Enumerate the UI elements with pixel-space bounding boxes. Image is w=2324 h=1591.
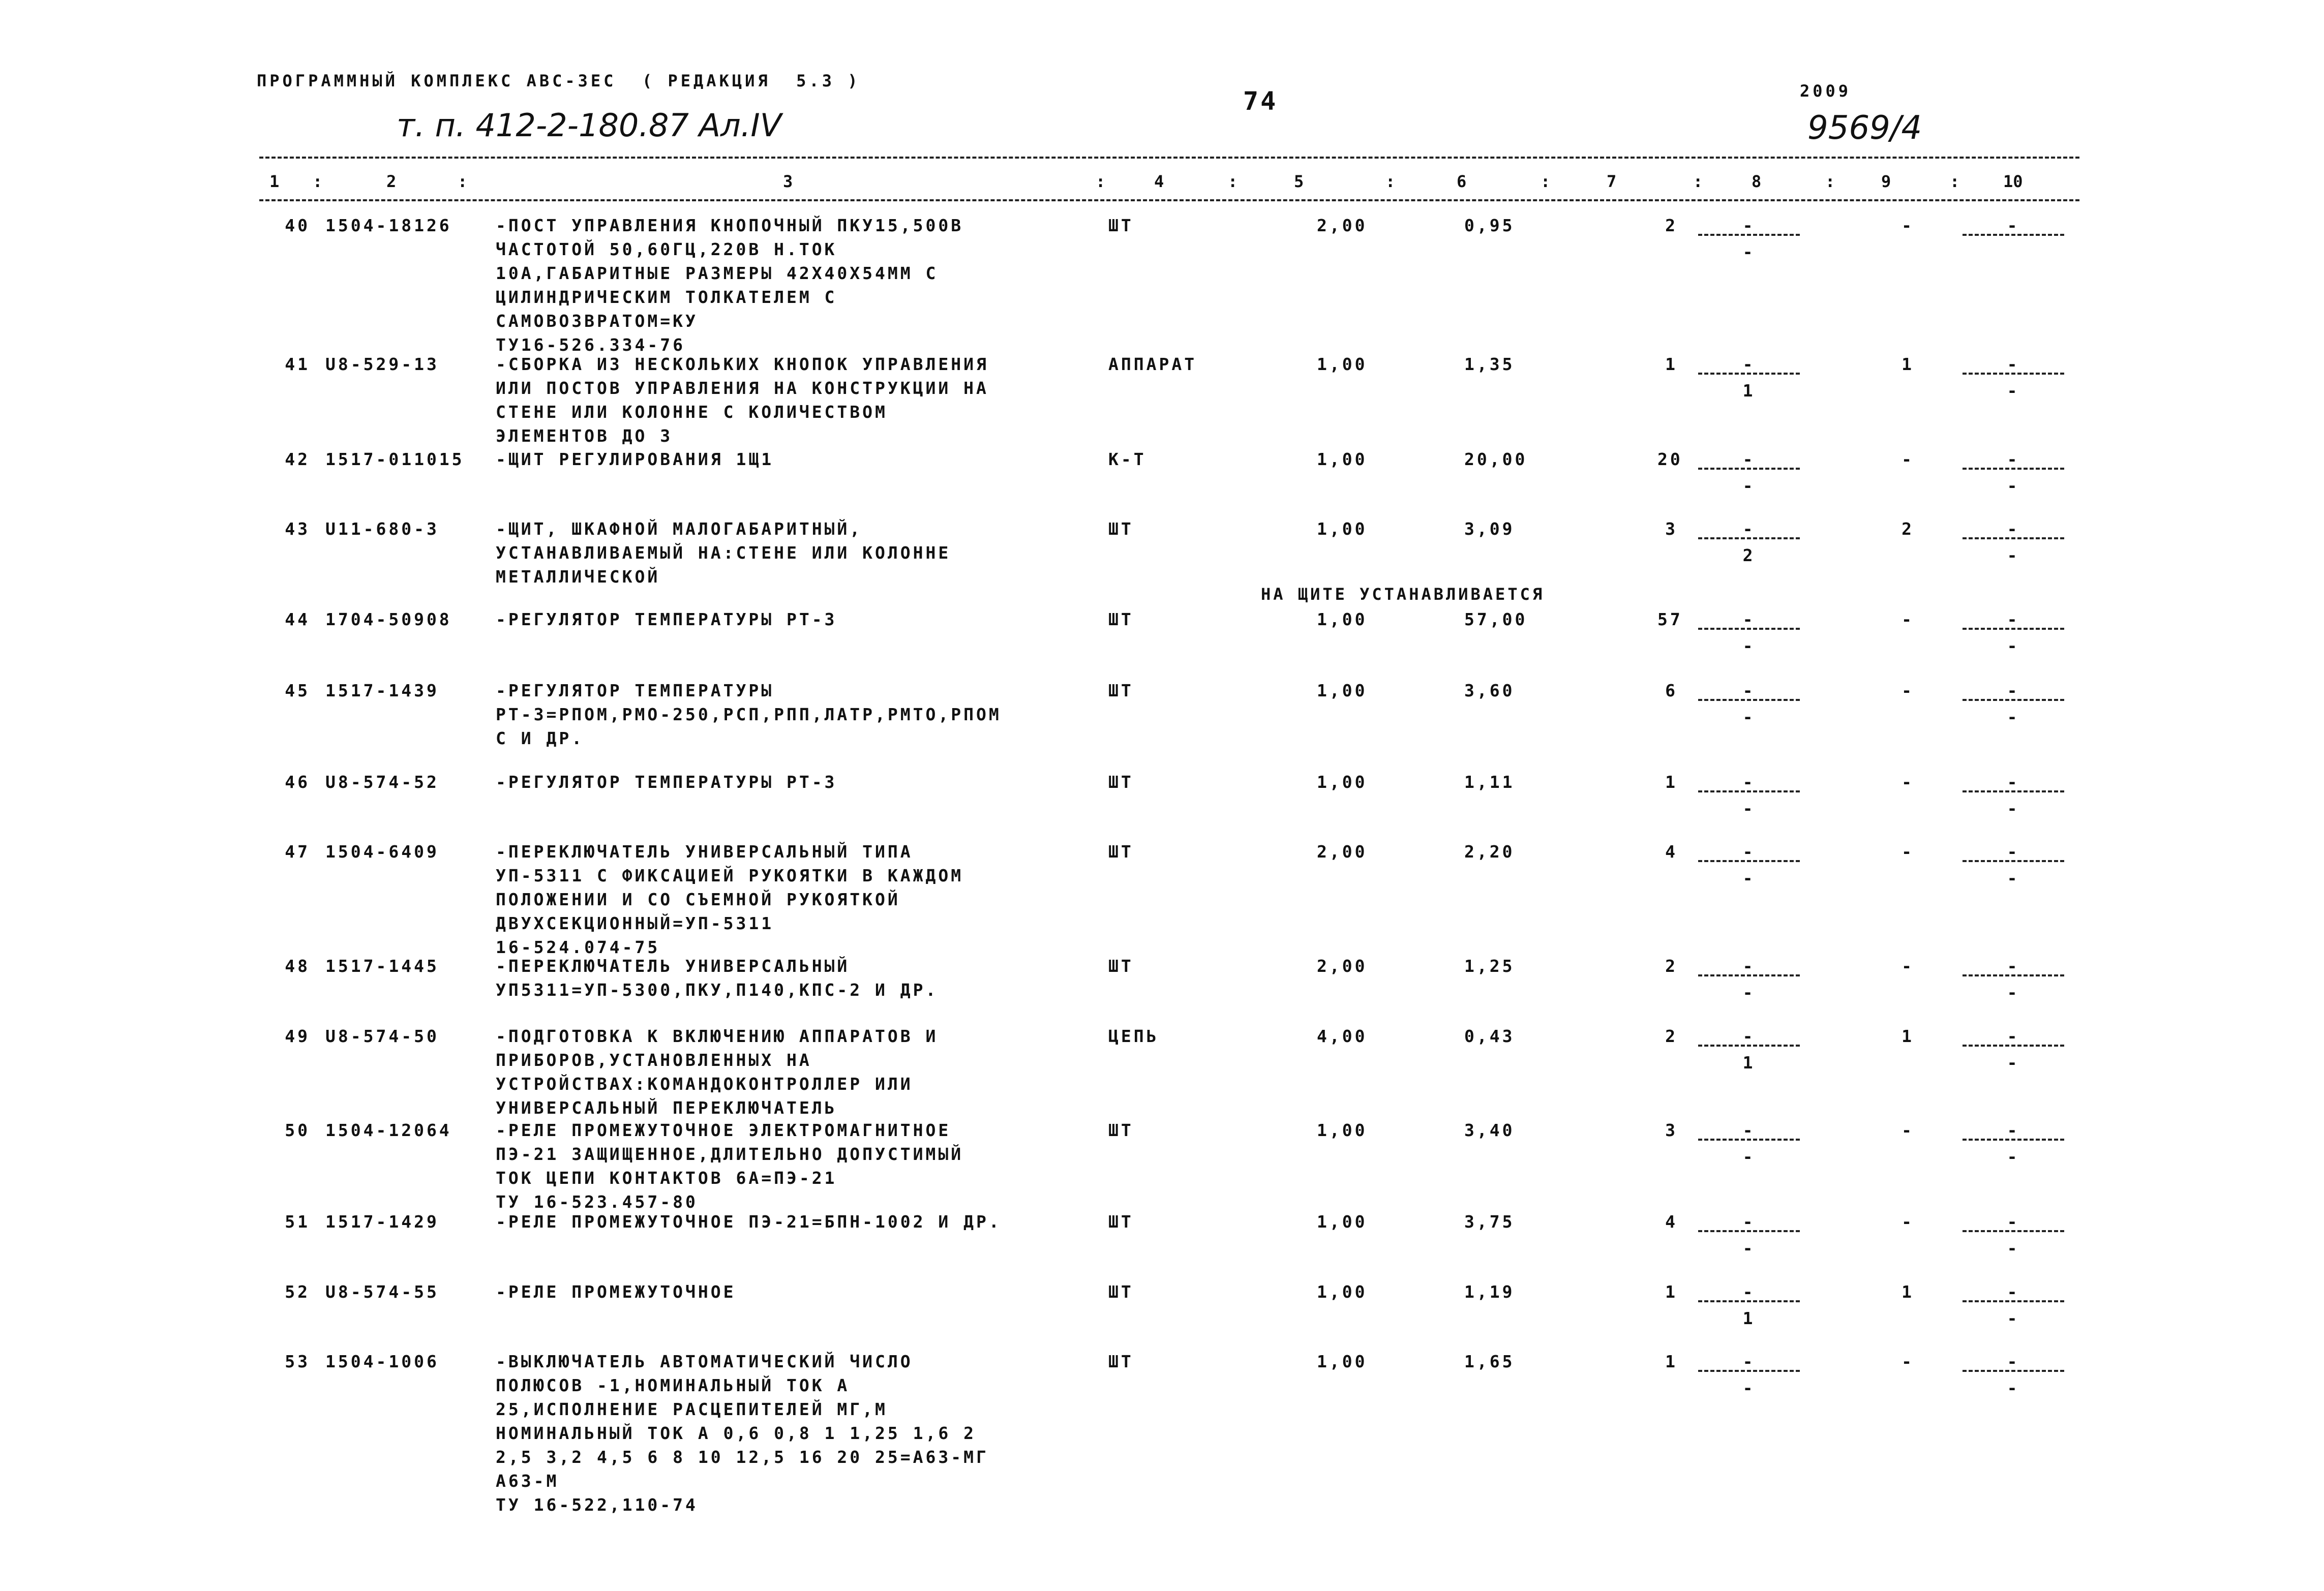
row-col9-value: 1 — [1902, 354, 1914, 374]
cell-divider — [1963, 234, 2064, 236]
col10-bottom: - — [2007, 868, 2020, 888]
row-description: -ЩИТ, ШКАФНОЙ МАЛОГАБАРИТНЫЙ, УСТАНАВЛИВАЕМЫЙ НА:СТЕНЕ ИЛИ КОЛОННЕ МЕТАЛЛИЧЕСКОЙ — [496, 519, 951, 587]
cell-divider — [1963, 1370, 2064, 1372]
col10-bottom: - — [2007, 381, 2020, 401]
cell-divider — [1698, 699, 1800, 701]
row-col9-value: 2 — [1902, 519, 1914, 539]
header-rule-top — [259, 157, 2079, 159]
row-price: 2,20 — [1464, 842, 1515, 862]
row-number: 40 — [285, 216, 310, 235]
cell-divider — [1698, 1230, 1800, 1232]
row-col9-value: - — [1902, 449, 1914, 469]
col8-bottom: - — [1742, 636, 1756, 656]
row-col7-value: 4 — [1665, 1212, 1678, 1232]
col10-bottom: - — [2007, 707, 2020, 727]
row-col7-value: 2 — [1665, 956, 1678, 976]
row-price: 1,25 — [1464, 956, 1515, 976]
row-price: 1,65 — [1464, 1352, 1515, 1371]
row-price: 57,00 — [1464, 609, 1528, 629]
row-description: -РЕГУЛЯТОР ТЕМПЕРАТУРЫ РТ-3 — [496, 609, 837, 629]
col-4-header: 4 — [1154, 172, 1164, 191]
col8-bottom: - — [1742, 1238, 1756, 1258]
row-price: 3,60 — [1464, 681, 1515, 700]
row-quantity: 1,00 — [1317, 772, 1368, 792]
col10-bottom: - — [2007, 1238, 2020, 1258]
row-price: 1,11 — [1464, 772, 1515, 792]
cell-divider — [1698, 537, 1800, 539]
row-quantity: 1,00 — [1317, 681, 1368, 700]
cell-divider — [1963, 974, 2064, 976]
row-col7-value: 1 — [1665, 354, 1678, 374]
col8-bottom: - — [1742, 868, 1756, 888]
cell-divider — [1963, 468, 2064, 470]
row-unit: К-Т — [1108, 449, 1146, 469]
header-rule-bottom — [259, 199, 2079, 201]
row-description: -ВЫКЛЮЧАТЕЛЬ АВТОМАТИЧЕСКИЙ ЧИСЛО ПОЛЮСОВ -1,НОМИНАЛЬНЫЙ ТОК А 25,ИСПОЛНЕНИЕ РАСЦЕПИТЕЛЕЙ МГ,М НОМИНАЛЬНЫЙ ТОК А 0,6 0,8 1 1,25 1,6 2 2,5 3,2 4,5 6 8 10 12,5 16 20 25=А63-МГ А63-М ТУ 16-522,110-74 — [496, 1352, 989, 1515]
col-separator: : — [1693, 172, 1703, 191]
cell-divider — [1963, 537, 2064, 539]
row-description: -РЕГУЛЯТОР ТЕМПЕРАТУРЫ РТ-3 — [496, 772, 837, 792]
row-quantity: 1,00 — [1317, 1352, 1368, 1371]
col8-bottom: - — [1742, 1378, 1756, 1398]
col10-top: - — [2007, 1212, 2020, 1232]
row-number: 52 — [285, 1282, 310, 1302]
col8-bottom: - — [1742, 242, 1756, 262]
col-10-header: 10 — [2003, 172, 2023, 191]
col-9-header: 9 — [1881, 172, 1891, 191]
inventory-number: 9569/4 — [1807, 109, 1922, 147]
col8-top: - — [1742, 354, 1756, 374]
row-col7-value: 1 — [1665, 772, 1678, 792]
cell-divider — [1963, 790, 2064, 792]
col8-bottom: 2 — [1742, 545, 1756, 565]
col10-top: - — [2007, 1282, 2020, 1302]
row-quantity: 1,00 — [1317, 519, 1368, 539]
col-7-header: 7 — [1607, 172, 1617, 191]
row-code: 1517-011015 — [325, 449, 465, 469]
col8-top: - — [1742, 609, 1756, 629]
row-col7-value: 2 — [1665, 216, 1678, 235]
row-code: U11-680-3 — [325, 519, 439, 539]
row-unit: АППАРАТ — [1108, 354, 1197, 374]
row-number: 46 — [285, 772, 310, 792]
cell-divider — [1963, 1230, 2064, 1232]
row-quantity: 2,00 — [1317, 216, 1368, 235]
col8-bottom: - — [1742, 983, 1756, 1002]
row-col9-value: - — [1902, 956, 1914, 976]
row-number: 41 — [285, 354, 310, 374]
row-number: 49 — [285, 1026, 310, 1046]
col10-top: - — [2007, 1352, 2020, 1371]
col10-bottom: - — [2007, 545, 2020, 565]
row-col7-value: 4 — [1665, 842, 1678, 862]
row-code: 1517-1429 — [325, 1212, 439, 1232]
cell-divider — [1963, 1300, 2064, 1302]
col10-top: - — [2007, 449, 2020, 469]
cell-divider — [1963, 699, 2064, 701]
cell-divider — [1963, 860, 2064, 862]
row-code: 1517-1439 — [325, 681, 439, 700]
row-price: 20,00 — [1464, 449, 1528, 469]
col8-top: - — [1742, 1212, 1756, 1232]
col10-top: - — [2007, 956, 2020, 976]
row-number: 53 — [285, 1352, 310, 1371]
row-code: U8-574-50 — [325, 1026, 439, 1046]
cell-divider — [1698, 1139, 1800, 1141]
col8-bottom: - — [1742, 476, 1756, 496]
row-unit: ШТ — [1108, 842, 1134, 862]
row-col7-value: 3 — [1665, 1120, 1678, 1140]
row-col9-value: - — [1902, 842, 1914, 862]
col-5-header: 5 — [1294, 172, 1304, 191]
row-code: 1504-12064 — [325, 1120, 452, 1140]
row-unit: ШТ — [1108, 956, 1134, 976]
row-col7-value: 57 — [1657, 609, 1683, 629]
row-number: 48 — [285, 956, 310, 976]
row-quantity: 4,00 — [1317, 1026, 1368, 1046]
row-unit: ШТ — [1108, 772, 1134, 792]
col-3-header: 3 — [783, 172, 793, 191]
col-separator: : — [458, 172, 468, 191]
row-price: 3,09 — [1464, 519, 1515, 539]
row-col9-value: 1 — [1902, 1282, 1914, 1302]
row-description: -ПЕРЕКЛЮЧАТЕЛЬ УНИВЕРСАЛЬНЫЙ УП5311=УП-5300,ПКУ,П140,КПС-2 И ДР. — [496, 956, 939, 1000]
cell-divider — [1963, 373, 2064, 375]
row-price: 3,40 — [1464, 1120, 1515, 1140]
row-code: U8-529-13 — [325, 354, 439, 374]
col-separator: : — [1096, 172, 1106, 191]
row-quantity: 2,00 — [1317, 842, 1368, 862]
row-quantity: 1,00 — [1317, 449, 1368, 469]
row-unit: ШТ — [1108, 1352, 1134, 1371]
row-quantity: 1,00 — [1317, 609, 1368, 629]
row-quantity: 1,00 — [1317, 1120, 1368, 1140]
row-number: 44 — [285, 609, 310, 629]
row-number: 42 — [285, 449, 310, 469]
col8-bottom: - — [1742, 799, 1756, 818]
row-col9-value: 1 — [1902, 1026, 1914, 1046]
col-separator: : — [1385, 172, 1396, 191]
row-col9-value: - — [1902, 1352, 1914, 1371]
row-col9-value: - — [1902, 1212, 1914, 1232]
col8-top: - — [1742, 519, 1756, 539]
program-title: ПРОГРАММНЫЙ КОМПЛЕКС АВС-3ЕС ( РЕДАКЦИЯ 5.3 ) — [257, 71, 861, 90]
cell-divider — [1698, 373, 1800, 375]
col10-top: - — [2007, 842, 2020, 862]
col10-top: - — [2007, 681, 2020, 700]
col8-bottom: - — [1742, 1147, 1756, 1167]
row-number: 47 — [285, 842, 310, 862]
row-description: -ПОДГОТОВКА К ВКЛЮЧЕНИЮ АППАРАТОВ И ПРИБОРОВ,УСТАНОВЛЕННЫХ НА УСТРОЙСТВАХ:КОМАНДОКОНТРОЛЛЕР ИЛИ УНИВЕРСАЛЬНЫЙ ПЕРЕКЛЮЧАТЕЛЬ — [496, 1026, 939, 1118]
row-code: 1504-18126 — [325, 216, 452, 235]
row-unit: ШТ — [1108, 1212, 1134, 1232]
row-quantity: 1,00 — [1317, 1282, 1368, 1302]
row-number: 51 — [285, 1212, 310, 1232]
row-number: 45 — [285, 681, 310, 700]
cell-divider — [1698, 1370, 1800, 1372]
col10-bottom: - — [2007, 1053, 2020, 1073]
col8-bottom: 1 — [1742, 1053, 1756, 1073]
col8-top: - — [1742, 1282, 1756, 1302]
col-separator: : — [1950, 172, 1960, 191]
row-col9-value: - — [1902, 681, 1914, 700]
row-col7-value: 6 — [1665, 681, 1678, 700]
row-col9-value: - — [1902, 609, 1914, 629]
col-separator: : — [1541, 172, 1551, 191]
cell-divider — [1963, 628, 2064, 630]
row-price: 1,35 — [1464, 354, 1515, 374]
row-col7-value: 2 — [1665, 1026, 1678, 1046]
row-price: 1,19 — [1464, 1282, 1515, 1302]
col8-top: - — [1742, 449, 1756, 469]
row-code: 1517-1445 — [325, 956, 439, 976]
row-price: 3,75 — [1464, 1212, 1515, 1232]
col8-top: - — [1742, 1120, 1756, 1140]
col8-top: - — [1742, 216, 1756, 235]
row-col7-value: 3 — [1665, 519, 1678, 539]
col8-top: - — [1742, 956, 1756, 976]
row-col7-value: 20 — [1657, 449, 1683, 469]
row-description: -ПОСТ УПРАВЛЕНИЯ КНОПОЧНЫЙ ПКУ15,500В ЧАСТОТОЙ 50,60ГЦ,220В Н.ТОК 10А,ГАБАРИТНЫЕ РАЗМЕРЫ 42Х40Х54ММ С ЦИЛИНДРИЧЕСКИМ ТОЛКАТЕЛЕМ С САМОВОЗВРАТОМ=КУ ТУ16-526.334-76 — [496, 216, 964, 355]
row-number: 43 — [285, 519, 310, 539]
row-code: 1504-1006 — [325, 1352, 439, 1371]
col10-top: - — [2007, 1120, 2020, 1140]
col-6-header: 6 — [1457, 172, 1467, 191]
col-8-header: 8 — [1752, 172, 1762, 191]
col10-bottom: - — [2007, 636, 2020, 656]
row-col7-value: 1 — [1665, 1352, 1678, 1371]
row-price: 0,95 — [1464, 216, 1515, 235]
document-reference: т. п. 412-2-180.87 Ал.IV — [397, 107, 782, 144]
cell-divider — [1963, 1045, 2064, 1047]
cell-divider — [1698, 628, 1800, 630]
row-description: -ПЕРЕКЛЮЧАТЕЛЬ УНИВЕРСАЛЬНЫЙ ТИПА УП-5311 С ФИКСАЦИЕЙ РУКОЯТКИ В КАЖДОМ ПОЛОЖЕНИИ И СО СЪЕМНОЙ РУКОЯТКОЙ ДВУХСЕКЦИОННЫЙ=УП-5311 16-524.074-75 — [496, 842, 964, 957]
cell-divider — [1698, 860, 1800, 862]
row-description: -РЕЛЕ ПРОМЕЖУТОЧНОЕ ПЭ-21=БПН-1002 И ДР. — [496, 1212, 1002, 1232]
cell-divider — [1963, 1139, 2064, 1141]
col8-top: - — [1742, 842, 1756, 862]
document-code: 2009 — [1800, 81, 1852, 101]
row-unit: ШТ — [1108, 1120, 1134, 1140]
row-description: -СБОРКА ИЗ НЕСКОЛЬКИХ КНОПОК УПРАВЛЕНИЯ ИЛИ ПОСТОВ УПРАВЛЕНИЯ НА КОНСТРУКЦИИ НА СТЕНЕ ИЛИ КОЛОННЕ С КОЛИЧЕСТВОМ ЭЛЕМЕНТОВ ДО 3 — [496, 354, 989, 446]
cell-divider — [1698, 1300, 1800, 1302]
row-price: 0,43 — [1464, 1026, 1515, 1046]
col10-bottom: - — [2007, 1147, 2020, 1167]
row-number: 50 — [285, 1120, 310, 1140]
row-col9-value: - — [1902, 772, 1914, 792]
cell-divider — [1698, 974, 1800, 976]
col-separator: : — [1825, 172, 1835, 191]
col8-bottom: - — [1742, 707, 1756, 727]
row-description: -РЕГУЛЯТОР ТЕМПЕРАТУРЫ РТ-3=РПОМ,РМО-250,РСП,РПП,ЛАТР,РМТО,РПОМ С И ДР. — [496, 681, 1002, 748]
col8-bottom: 1 — [1742, 1308, 1756, 1328]
installation-note: НА ЩИТЕ УСТАНАВЛИВАЕТСЯ — [1261, 585, 1545, 604]
row-description: -РЕЛЕ ПРОМЕЖУТОЧНОЕ — [496, 1282, 736, 1302]
row-quantity: 2,00 — [1317, 956, 1368, 976]
col-2-header: 2 — [386, 172, 397, 191]
col-separator: : — [1228, 172, 1238, 191]
row-unit: ШТ — [1108, 681, 1134, 700]
col-separator: : — [313, 172, 323, 191]
row-code: U8-574-52 — [325, 772, 439, 792]
row-unit: ШТ — [1108, 519, 1134, 539]
col8-top: - — [1742, 772, 1756, 792]
row-description: -ЩИТ РЕГУЛИРОВАНИЯ 1Щ1 — [496, 449, 774, 469]
col8-top: - — [1742, 1352, 1756, 1371]
row-unit: ЦЕПЬ — [1108, 1026, 1159, 1046]
row-quantity: 1,00 — [1317, 1212, 1368, 1232]
cell-divider — [1698, 468, 1800, 470]
col10-bottom: - — [2007, 983, 2020, 1002]
col8-top: - — [1742, 1026, 1756, 1046]
row-unit: ШТ — [1108, 609, 1134, 629]
row-description: -РЕЛЕ ПРОМЕЖУТОЧНОЕ ЭЛЕКТРОМАГНИТНОЕ ПЭ-21 ЗАЩИЩЕННОЕ,ДЛИТЕЛЬНО ДОПУСТИМЫЙ ТОК ЦЕПИ КОНТАКТОВ 6А=ПЭ-21 ТУ 16-523.457-80 — [496, 1120, 964, 1212]
col10-bottom: - — [2007, 799, 2020, 818]
row-unit: ШТ — [1108, 1282, 1134, 1302]
page-number: 74 — [1243, 86, 1278, 116]
col10-top: - — [2007, 354, 2020, 374]
row-quantity: 1,00 — [1317, 354, 1368, 374]
col10-top: - — [2007, 772, 2020, 792]
col10-top: - — [2007, 1026, 2020, 1046]
col10-top: - — [2007, 609, 2020, 629]
cell-divider — [1698, 790, 1800, 792]
col8-bottom: 1 — [1742, 381, 1756, 401]
cell-divider — [1698, 234, 1800, 236]
row-col7-value: 1 — [1665, 1282, 1678, 1302]
row-col9-value: - — [1902, 1120, 1914, 1140]
col10-bottom: - — [2007, 1308, 2020, 1328]
row-unit: ШТ — [1108, 216, 1134, 235]
col8-top: - — [1742, 681, 1756, 700]
row-code: 1704-50908 — [325, 609, 452, 629]
row-code: U8-574-55 — [325, 1282, 439, 1302]
cell-divider — [1698, 1045, 1800, 1047]
col10-top: - — [2007, 519, 2020, 539]
row-col9-value: - — [1902, 216, 1914, 235]
row-code: 1504-6409 — [325, 842, 439, 862]
col-1-header: 1 — [269, 172, 280, 191]
col10-bottom: - — [2007, 1378, 2020, 1398]
col10-top: - — [2007, 216, 2020, 235]
col10-bottom: - — [2007, 476, 2020, 496]
